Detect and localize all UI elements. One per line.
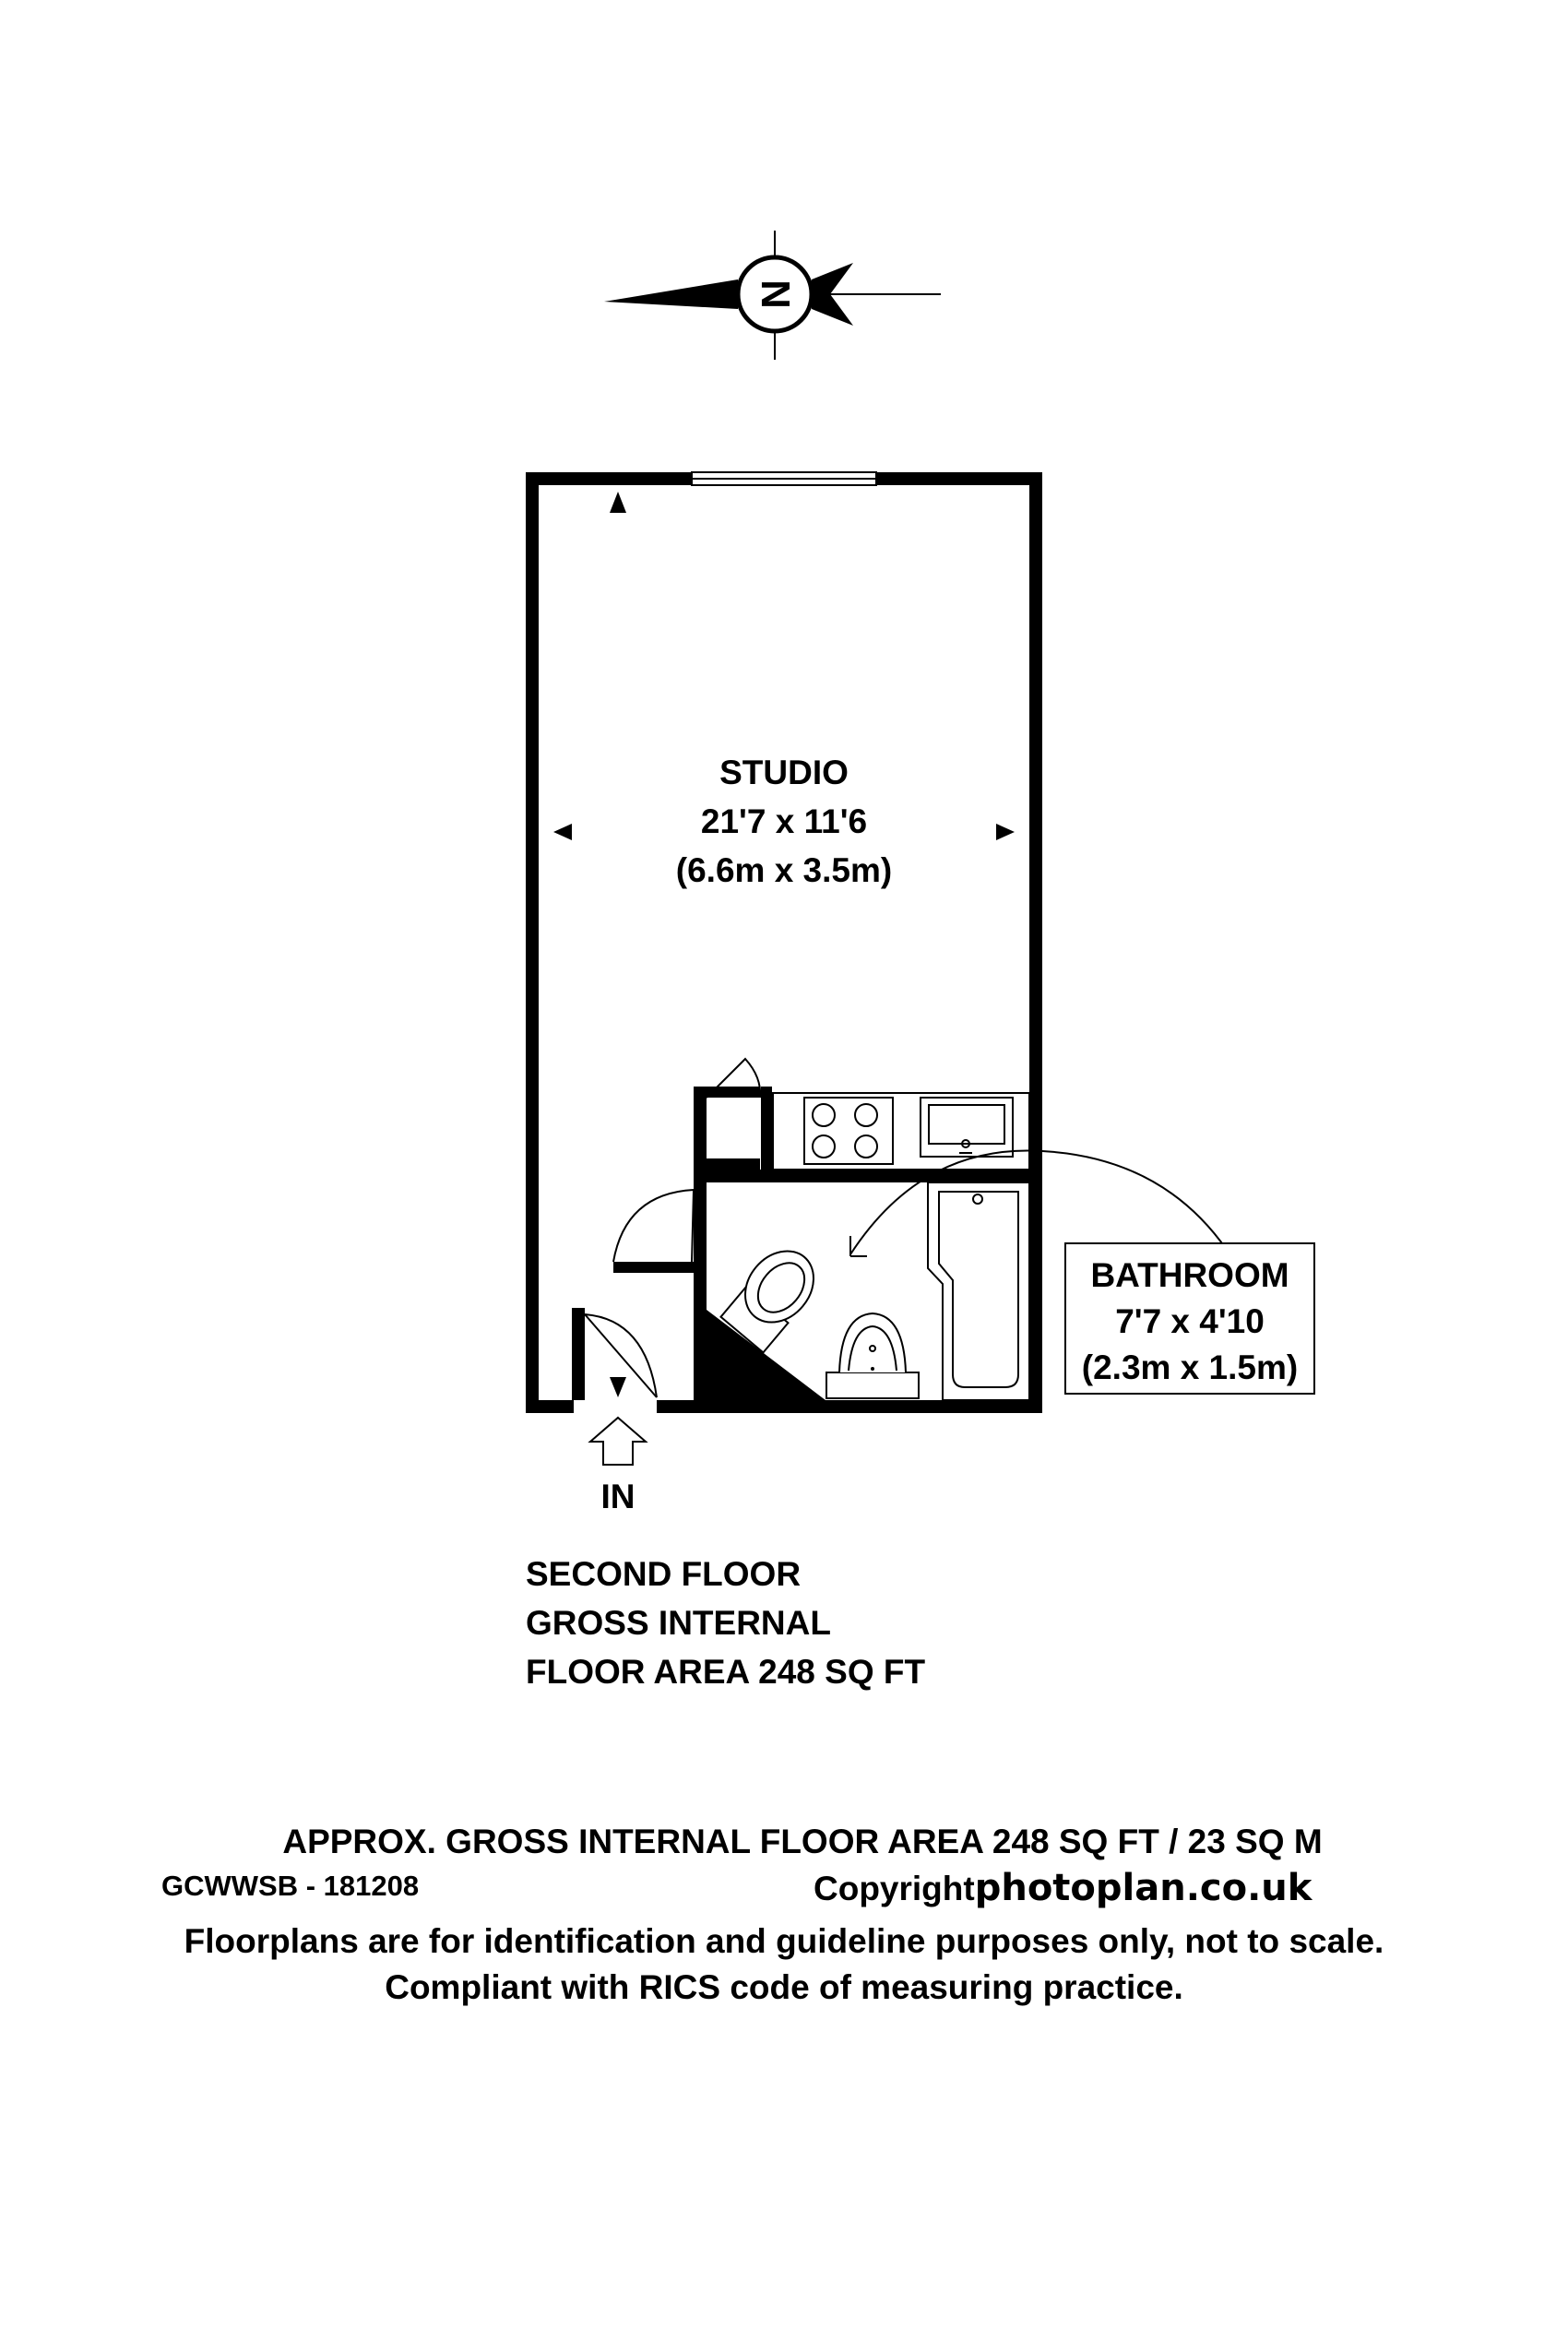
- entrance-label: IN: [600, 1478, 636, 1515]
- bathroom-dimensions-imperial: 7'7 x 4'10: [1115, 1302, 1265, 1340]
- cupboard: [694, 1059, 772, 1170]
- studio-dimensions-metric: (6.6m x 3.5m): [675, 851, 893, 889]
- window: [692, 472, 876, 485]
- bathroom-name: BATHROOM: [1090, 1256, 1289, 1294]
- reference-code: GCWWSB - 181208: [161, 1870, 420, 1902]
- approx-floor-area: APPROX. GROSS INTERNAL FLOOR AREA 248 SQ FT / 23 SQ M: [282, 1823, 1323, 1860]
- floor-level: SECOND FLOOR: [526, 1555, 802, 1593]
- wash-basin-icon: [826, 1313, 919, 1398]
- bath-icon: [928, 1182, 1029, 1400]
- entrance-gap: [574, 1398, 657, 1415]
- copyright: [814, 1867, 1312, 1909]
- brand-logo: photoplan.co.uk: [974, 1867, 1313, 1909]
- kitchen-sink-icon: [921, 1098, 1013, 1157]
- bathroom-dimensions-metric: (2.3m x 1.5m): [1081, 1348, 1299, 1386]
- entrance-arrow-icon: [590, 1418, 646, 1465]
- north-arrow-icon: [604, 231, 941, 360]
- studio-label: [676, 754, 892, 889]
- compass-label: N: [754, 279, 799, 309]
- floor-info: [526, 1550, 925, 1696]
- disclaimer-line-1: Floorplans are for identification and guideline purposes only, not to scale.: [184, 1922, 1384, 1960]
- studio-dimensions-imperial: 21'7 x 11'6: [700, 802, 868, 840]
- disclaimer-line-2: Compliant with RICS code of measuring practice.: [385, 1968, 1183, 2006]
- floor-area-heading: GROSS INTERNAL: [526, 1604, 831, 1642]
- hob-icon: [804, 1098, 893, 1164]
- disclaimer: [0, 1918, 1568, 2011]
- studio-name: STUDIO: [719, 754, 849, 791]
- floor-area-value: FLOOR AREA 248 SQ FT: [526, 1653, 926, 1691]
- copyright-prefix: Copyright: [814, 1870, 975, 1907]
